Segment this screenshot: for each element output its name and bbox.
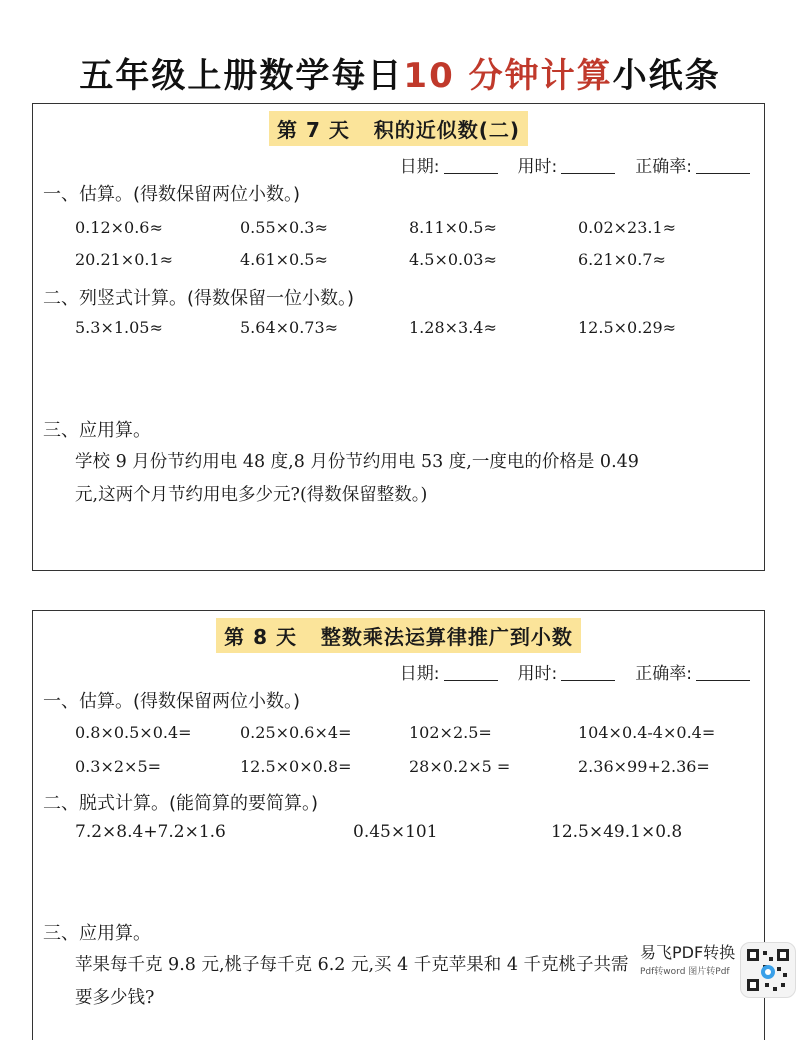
problem: 1.28×3.4≈ — [409, 318, 497, 337]
accuracy-blank[interactable] — [696, 664, 750, 681]
problem: 5.3×1.05≈ — [75, 318, 163, 337]
day7-section1-heading: 一、估算。(得数保留两位小数。) — [43, 184, 301, 205]
problem: 104×0.4-4×0.4= — [578, 723, 716, 742]
day8-meta — [400, 659, 750, 684]
problem: 0.02×23.1≈ — [578, 218, 677, 237]
problem: 0.45×101 — [353, 822, 438, 842]
time-blank[interactable] — [561, 157, 615, 174]
problem: 4.61×0.5≈ — [240, 250, 328, 269]
day7-title: 第 7 天 积的近似数(二) — [269, 111, 528, 146]
watermark — [640, 940, 800, 1026]
day8-section2-heading: 二、脱式计算。(能简算的要简算。) — [43, 793, 319, 814]
problem: 12.5×0.29≈ — [578, 318, 677, 337]
problem: 8.11×0.5≈ — [409, 218, 497, 237]
date-blank[interactable] — [444, 157, 498, 174]
problem: 2.36×99+2.36= — [578, 757, 710, 776]
date-label: 日期: — [399, 664, 440, 684]
day8-section1-heading: 一、估算。(得数保留两位小数。) — [43, 691, 301, 712]
problem: 0.12×0.6≈ — [75, 218, 163, 237]
problem: 12.5×0×0.8= — [240, 757, 352, 776]
accuracy-label: 正确率: — [635, 664, 692, 684]
day8-title: 第 8 天 整数乘法运算律推广到小数 — [216, 618, 581, 653]
day7-word-problem: 学校 9 月份节约用电 48 度,8 月份节约用电 53 度,一度电的价格是 0.49 元,这两个月节约用电多少元?(得数保留整数。) — [75, 452, 639, 505]
day8-title-row — [33, 618, 764, 653]
day7-meta — [400, 152, 750, 177]
problem: 0.55×0.3≈ — [240, 218, 328, 237]
problem: 4.5×0.03≈ — [409, 250, 497, 269]
time-label: 用时: — [517, 664, 558, 684]
date-blank[interactable] — [444, 664, 498, 681]
day8-word-problem: 苹果每千克 9.8 元,桃子每千克 6.2 元,买 4 千克苹果和 4 千克桃子共需 要多少钱? — [75, 955, 629, 1008]
accuracy-blank[interactable] — [696, 157, 750, 174]
day7-section3-heading: 三、应用算。 — [43, 420, 151, 441]
time-blank[interactable] — [561, 664, 615, 681]
accuracy-label: 正确率: — [635, 157, 692, 177]
problem: 6.21×0.7≈ — [578, 250, 666, 269]
problem: 7.2×8.4+7.2×1.6 — [75, 822, 226, 842]
watermark-sub: Pdf转word 图片转Pdf — [640, 967, 730, 977]
watermark-brand: 易飞PDF转换 — [640, 943, 736, 962]
problem: 102×2.5= — [409, 723, 492, 742]
time-label: 用时: — [517, 157, 558, 177]
date-label: 日期: — [399, 157, 440, 177]
problem: 0.25×0.6×4= — [240, 723, 352, 742]
day7-title-row — [33, 111, 764, 146]
day7-card — [32, 103, 765, 571]
qr-code-icon — [740, 942, 796, 998]
problem: 0.3×2×5= — [75, 757, 162, 776]
problem: 12.5×49.1×0.8 — [551, 822, 683, 842]
problem: 20.21×0.1≈ — [75, 250, 174, 269]
problem: 5.64×0.73≈ — [240, 318, 339, 337]
page-title: 五年级上册数学每日10 分钟计算小纸条 — [79, 56, 721, 96]
title-accent: 10 分钟计算 — [403, 56, 613, 96]
day7-section2-heading: 二、列竖式计算。(得数保留一位小数。) — [43, 288, 355, 309]
problem: 28×0.2×5 = — [409, 757, 511, 776]
problem: 0.8×0.5×0.4= — [75, 723, 192, 742]
day8-section3-heading: 三、应用算。 — [43, 923, 151, 944]
